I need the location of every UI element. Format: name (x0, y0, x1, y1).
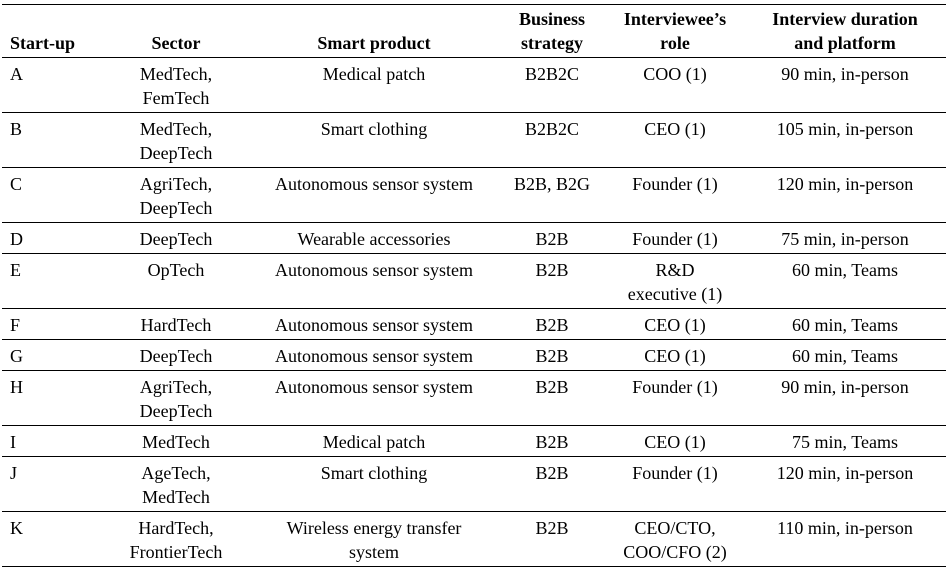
cell-text: B2B2C (524, 64, 580, 84)
cell-interviewee-role (606, 371, 744, 426)
cell-text: G (10, 346, 23, 366)
cell-smart-product (250, 371, 498, 426)
cell-text: B2B, B2G (513, 174, 591, 194)
cell-interview-duration (744, 168, 946, 223)
cell-text: executive (1) (627, 284, 723, 304)
cell-startup (2, 309, 102, 340)
cell-startup (2, 168, 102, 223)
cell-sector (102, 113, 250, 168)
table-row (2, 512, 946, 567)
cell-text: DeepTech (139, 346, 213, 366)
cell-sector (102, 168, 250, 223)
cell-interviewee-role (606, 113, 744, 168)
header-sector: Sector (151, 33, 201, 53)
cell-text: Founder (1) (632, 463, 718, 483)
cell-text: B2B (535, 229, 569, 249)
cell-text: CEO (1) (644, 315, 706, 335)
cell-text: DeepTech (139, 229, 213, 249)
cell-text: CEO (1) (644, 119, 706, 139)
table-row (2, 168, 946, 223)
cell-text: B2B (535, 463, 569, 483)
cell-interview-duration (744, 254, 946, 309)
cell-interview-duration (744, 340, 946, 371)
cell-smart-product (250, 254, 498, 309)
header-interviewee-role: Interviewee’s role (623, 9, 727, 53)
cell-interview-duration (744, 371, 946, 426)
cell-text: Wearable accessories (297, 229, 451, 249)
cell-sector (102, 340, 250, 371)
table-row (2, 223, 946, 254)
table-row (2, 113, 946, 168)
cell-text: AgeTech, (141, 463, 211, 483)
cell-text: Autonomous sensor system (275, 174, 473, 194)
header-interview-duration: Interview duration and platform (772, 9, 918, 53)
cell-text: B2B (535, 377, 569, 397)
cell-text: DeepTech (139, 198, 213, 218)
table-row (2, 254, 946, 309)
cell-text: MedTech (142, 487, 210, 507)
table-body (2, 58, 946, 567)
cell-smart-product (250, 223, 498, 254)
cell-interview-duration (744, 512, 946, 567)
cell-text: COO/CFO (2) (623, 542, 727, 562)
cell-interview-duration (744, 426, 946, 457)
cell-text: CEO/CTO, (634, 518, 716, 538)
cell-startup (2, 340, 102, 371)
cell-text: I (10, 432, 16, 452)
cell-text: 75 min, in-person (781, 229, 909, 249)
cell-text: B2B (535, 518, 569, 538)
header-smart-product: Smart product (317, 33, 431, 53)
table-row (2, 340, 946, 371)
cell-text: B2B (535, 432, 569, 452)
cell-interviewee-role (606, 168, 744, 223)
cell-business-strategy (498, 512, 606, 567)
cell-text: Wireless energy transfer (286, 518, 462, 538)
cell-text: system (348, 542, 399, 562)
cell-text: B2B (535, 315, 569, 335)
cell-text: B (10, 119, 23, 139)
cell-interviewee-role (606, 223, 744, 254)
cell-business-strategy (498, 309, 606, 340)
cell-text: Autonomous sensor system (275, 377, 473, 397)
cell-text: 60 min, Teams (792, 260, 898, 280)
cell-startup (2, 512, 102, 567)
cell-sector (102, 254, 250, 309)
cell-interviewee-role (606, 58, 744, 113)
table-header (2, 5, 946, 58)
header-startup: Start-up (10, 33, 76, 53)
cell-text: MedTech, (139, 119, 213, 139)
cell-text: Autonomous sensor system (275, 260, 473, 280)
cell-interviewee-role (606, 309, 744, 340)
cell-business-strategy (498, 58, 606, 113)
cell-text: F (10, 315, 21, 335)
cell-text: MedTech, (139, 64, 213, 84)
cell-startup (2, 223, 102, 254)
cell-text: D (10, 229, 23, 249)
cell-smart-product (250, 309, 498, 340)
cell-text: 105 min, in-person (776, 119, 914, 139)
cell-text: FrontierTech (129, 542, 223, 562)
cell-text: Medical patch (322, 64, 426, 84)
cell-text: Founder (1) (632, 229, 718, 249)
cell-text: HardTech, (138, 518, 214, 538)
table-row (2, 457, 946, 512)
cell-text: 90 min, in-person (781, 64, 909, 84)
cell-business-strategy (498, 223, 606, 254)
header-business-strategy: Business strategy (518, 9, 586, 53)
cell-text: B2B (535, 346, 569, 366)
cell-text: AgriTech, (139, 377, 213, 397)
cell-startup (2, 254, 102, 309)
cell-text: AgriTech, (139, 174, 213, 194)
cell-interview-duration (744, 113, 946, 168)
cell-text: DeepTech (139, 401, 213, 421)
table-row (2, 309, 946, 340)
cell-text: Smart clothing (320, 463, 428, 483)
cell-interviewee-role (606, 457, 744, 512)
cell-interviewee-role (606, 426, 744, 457)
cell-sector (102, 58, 250, 113)
cell-smart-product (250, 58, 498, 113)
cell-text: 120 min, in-person (776, 174, 914, 194)
startups-table (2, 4, 946, 567)
cell-startup (2, 426, 102, 457)
cell-business-strategy (498, 371, 606, 426)
cell-text: Founder (1) (632, 174, 718, 194)
cell-text: 120 min, in-person (776, 463, 914, 483)
cell-text: Medical patch (322, 432, 426, 452)
cell-sector (102, 426, 250, 457)
cell-interview-duration (744, 309, 946, 340)
cell-interviewee-role (606, 254, 744, 309)
table-row (2, 426, 946, 457)
cell-smart-product (250, 457, 498, 512)
cell-text: K (10, 518, 23, 538)
cell-text: H (10, 377, 23, 397)
cell-text: 90 min, in-person (781, 377, 909, 397)
table-row (2, 58, 946, 113)
cell-business-strategy (498, 340, 606, 371)
cell-text: E (10, 260, 21, 280)
table-row (2, 371, 946, 426)
cell-startup (2, 58, 102, 113)
cell-text: CEO (1) (644, 432, 706, 452)
cell-sector (102, 371, 250, 426)
cell-text: FemTech (142, 88, 210, 108)
cell-text: 60 min, Teams (792, 346, 898, 366)
cell-text: 60 min, Teams (792, 315, 898, 335)
cell-startup (2, 371, 102, 426)
cell-text: HardTech (140, 315, 212, 335)
cell-text: DeepTech (139, 143, 213, 163)
cell-text: Autonomous sensor system (275, 346, 473, 366)
cell-text: CEO (1) (644, 346, 706, 366)
cell-business-strategy (498, 254, 606, 309)
cell-text: R&D (655, 260, 695, 280)
cell-text: Autonomous sensor system (275, 315, 473, 335)
cell-sector (102, 512, 250, 567)
cell-text: A (10, 64, 23, 84)
cell-text: OpTech (147, 260, 205, 280)
cell-business-strategy (498, 113, 606, 168)
header-row (2, 5, 946, 58)
cell-business-strategy (498, 168, 606, 223)
cell-sector (102, 457, 250, 512)
cell-text: Founder (1) (632, 377, 718, 397)
cell-startup (2, 113, 102, 168)
cell-interviewee-role (606, 340, 744, 371)
cell-text: C (10, 174, 23, 194)
cell-interview-duration (744, 223, 946, 254)
cell-smart-product (250, 113, 498, 168)
cell-sector (102, 223, 250, 254)
cell-smart-product (250, 426, 498, 457)
cell-text: COO (1) (643, 64, 707, 84)
cell-smart-product (250, 512, 498, 567)
cell-business-strategy (498, 457, 606, 512)
cell-business-strategy (498, 426, 606, 457)
cell-text: 75 min, Teams (792, 432, 898, 452)
cell-text: 110 min, in-person (777, 518, 913, 538)
cell-startup (2, 457, 102, 512)
cell-interviewee-role (606, 512, 744, 567)
cell-text: B2B (535, 260, 569, 280)
cell-text: B2B2C (524, 119, 580, 139)
cell-smart-product (250, 340, 498, 371)
cell-text: J (10, 463, 18, 483)
cell-text: Smart clothing (320, 119, 428, 139)
cell-sector (102, 309, 250, 340)
cell-interview-duration (744, 457, 946, 512)
cell-interview-duration (744, 58, 946, 113)
cell-smart-product (250, 168, 498, 223)
cell-text: MedTech (142, 432, 210, 452)
